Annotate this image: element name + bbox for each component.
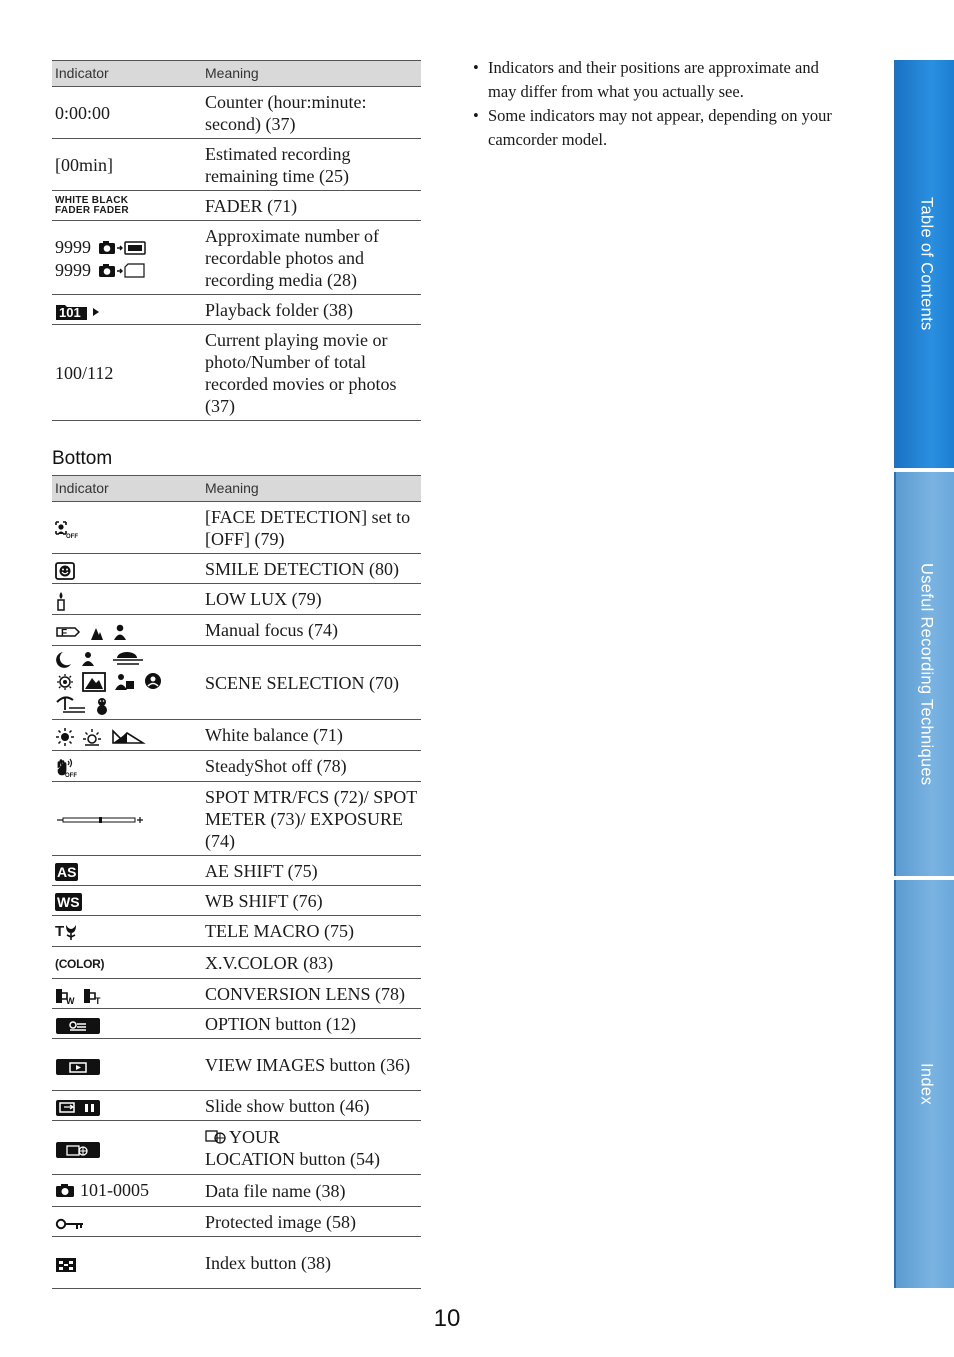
svg-text:OFF: OFF	[66, 533, 78, 539]
table-row	[52, 781, 421, 855]
indicator-cell	[52, 1175, 201, 1207]
meaning-cell: SCENE SELECTION (70)	[201, 645, 421, 719]
photo-count-2: 9999	[55, 259, 91, 280]
svg-text:OFF: OFF	[65, 772, 77, 778]
table-header	[52, 476, 421, 502]
table-row	[52, 295, 421, 325]
indicator-cell	[52, 221, 201, 295]
table-row	[52, 502, 421, 554]
page-number: 10	[433, 1305, 461, 1332]
indicator-cell	[52, 915, 201, 947]
table-row	[52, 947, 421, 979]
indicator-cell	[52, 750, 201, 781]
table-row	[52, 855, 421, 885]
meaning-cell: CONVERSION LENS (78)	[201, 979, 421, 1009]
meaning-cell: Manual focus (74)	[201, 614, 421, 645]
camera-to-memory-icon	[98, 239, 150, 255]
file-number: 101-0005	[80, 1180, 149, 1201]
steadyshot-off-icon	[55, 758, 79, 778]
indicator-cell	[52, 1091, 201, 1121]
indicator-cell	[52, 1039, 201, 1091]
meaning-cell: White balance (71)	[201, 719, 421, 750]
table-row	[52, 221, 421, 295]
scene-selection-icon	[55, 650, 167, 716]
meaning-cell: Slide show button (46)	[201, 1091, 421, 1121]
wb-shift-icon: WS	[57, 894, 80, 911]
table-row	[52, 750, 421, 781]
meaning-cell: Approximate number of recordable photos and recording media (28)	[201, 221, 421, 295]
meaning-cell: Data file name (38)	[201, 1175, 421, 1207]
table-row	[52, 191, 421, 221]
note-item: • Some indicators may not appear, depending on your camcorder model.	[473, 104, 843, 152]
meaning-cell: SMILE DETECTION (80)	[201, 554, 421, 584]
table-row	[52, 719, 421, 750]
tab-table-of-contents[interactable]	[894, 60, 954, 468]
table-row	[52, 584, 421, 615]
table-row	[52, 1175, 421, 1207]
meaning-cell: WB SHIFT (76)	[201, 885, 421, 915]
table-row	[52, 1207, 421, 1237]
indicator-cell	[52, 295, 201, 325]
low-lux-icon	[55, 591, 67, 611]
table-row	[52, 979, 421, 1009]
meaning-cell: Playback folder (38)	[201, 295, 421, 325]
face-detection-off-icon	[55, 521, 79, 539]
indicator-cell	[52, 554, 201, 584]
meaning-cell: AE SHIFT (75)	[201, 855, 421, 885]
meaning-cell: SPOT MTR/FCS (72)/ SPOT METER (73)/ EXPOSURE (74)	[201, 781, 421, 855]
indicator-cell: [00min]	[52, 139, 201, 191]
svg-text:F: F	[61, 627, 68, 639]
indicator-cell	[52, 502, 201, 554]
photo-count-1: 9999	[55, 236, 91, 257]
meaning-cell: FADER (71)	[201, 191, 421, 221]
white-balance-icon	[55, 727, 147, 747]
table-row	[52, 554, 421, 584]
indicator-cell	[52, 1207, 201, 1237]
fader-label-1: WHITE BLACK	[55, 195, 129, 206]
tab-useful-recording-techniques[interactable]	[894, 472, 954, 876]
camera-to-card-icon	[98, 262, 150, 278]
meaning-cell: Index button (38)	[201, 1237, 421, 1289]
table-row	[52, 139, 421, 191]
smile-detection-icon	[55, 562, 77, 580]
fader-label-2: FADER FADER	[55, 205, 129, 216]
indicator-cell: 100/112	[52, 325, 201, 421]
meaning-cell: LOW LUX (79)	[201, 584, 421, 615]
table-row	[52, 87, 421, 139]
left-column	[52, 60, 421, 1289]
index-button-icon	[55, 1257, 77, 1273]
meaning-cell: OPTION button (12)	[201, 1009, 421, 1039]
tab-label: Table of Contents	[917, 197, 936, 331]
flower-icon	[64, 923, 78, 941]
indicator-cell	[52, 885, 201, 915]
note-item: • Indicators and their positions are approximate and may differ from what you actually see.	[473, 56, 843, 104]
indicator-cell	[52, 855, 201, 885]
tele-letter: T	[55, 923, 65, 941]
top-indicator-table	[52, 60, 421, 421]
spot-meter-slider-icon	[55, 814, 145, 826]
meaning-cell: Current playing movie or photo/Number of total recorded movies or photos (37)	[201, 325, 421, 421]
view-images-button-icon	[55, 1058, 101, 1076]
table-row	[52, 915, 421, 947]
meaning-cell: Protected image (58)	[201, 1207, 421, 1237]
slide-show-button-icon	[55, 1099, 101, 1117]
folder-101-icon	[55, 303, 103, 321]
tele-macro-icon	[55, 921, 78, 943]
protect-key-icon	[55, 1217, 85, 1231]
svg-text:W: W	[66, 996, 75, 1006]
ae-shift-icon: AS	[57, 864, 77, 881]
folder-number: 101	[59, 304, 81, 320]
meaning-cell: VIEW IMAGES button (36)	[201, 1039, 421, 1091]
meaning-cell: [FACE DETECTION] set to [OFF] (79)	[201, 502, 421, 554]
indicator-cell	[52, 645, 201, 719]
meaning-line-1: YOUR	[229, 1127, 281, 1148]
camera-icon	[55, 1182, 75, 1198]
your-location-button-icon	[55, 1141, 101, 1159]
header-meaning: Meaning	[201, 476, 421, 502]
meaning-line-2: LOCATION button (54)	[205, 1149, 380, 1170]
indicator-cell: 0:00:00	[52, 87, 201, 139]
meaning-cell: X.V.COLOR (83)	[201, 947, 421, 979]
meaning-cell: Estimated recording remaining time (25)	[201, 139, 421, 191]
table-row	[52, 1091, 421, 1121]
meaning-cell	[201, 1121, 421, 1175]
indicator-cell	[52, 614, 201, 645]
table-row	[52, 645, 421, 719]
bottom-indicator-table	[52, 475, 421, 1289]
table-row	[52, 885, 421, 915]
header-meaning: Meaning	[201, 61, 421, 87]
svg-text:T: T	[95, 996, 101, 1006]
indicator-cell	[52, 191, 201, 221]
table-row	[52, 1121, 421, 1175]
indicator-cell	[52, 1121, 201, 1175]
option-button-icon	[55, 1017, 101, 1035]
table-row	[52, 1039, 421, 1091]
manual-focus-icon	[55, 622, 135, 642]
xv-color-icon: (COLOR)	[55, 957, 105, 972]
indicator-cell	[52, 719, 201, 750]
meaning-cell: Counter (hour:minute: second) (37)	[201, 87, 421, 139]
tab-index[interactable]	[894, 880, 954, 1288]
table-row	[52, 614, 421, 645]
indicator-cell	[52, 979, 201, 1009]
indicator-cell	[52, 1009, 201, 1039]
indicator-cell	[52, 1237, 201, 1289]
table-header	[52, 61, 421, 87]
meaning-cell: TELE MACRO (75)	[201, 915, 421, 947]
indicator-cell	[52, 781, 201, 855]
indicator-cell	[52, 947, 201, 979]
header-indicator: Indicator	[52, 61, 201, 87]
tab-label: Useful Recording Techniques	[917, 562, 936, 786]
indicator-cell	[52, 584, 201, 615]
header-indicator: Indicator	[52, 476, 201, 502]
table-row	[52, 1009, 421, 1039]
notes-list	[473, 56, 843, 152]
table-row	[52, 1237, 421, 1289]
section-title-bottom: Bottom	[52, 448, 113, 469]
meaning-cell: SteadyShot off (78)	[201, 750, 421, 781]
table-row	[52, 325, 421, 421]
tab-label: Index	[917, 1063, 936, 1105]
conversion-lens-icon	[55, 987, 107, 1005]
your-location-inline-icon	[205, 1128, 229, 1146]
